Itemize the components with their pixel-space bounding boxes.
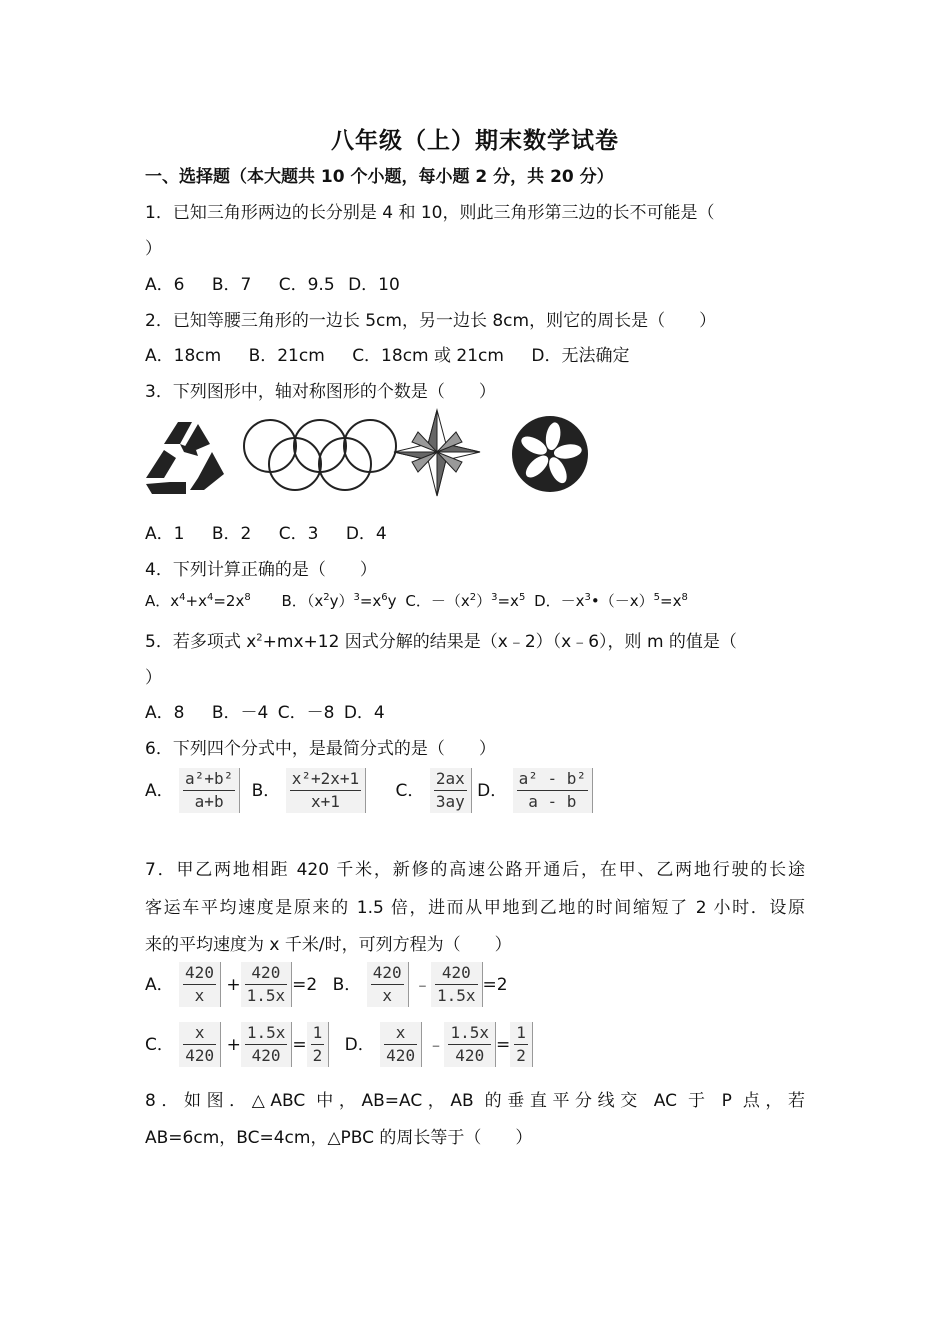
fraction: $\frac{1}{2}$ [510,1022,533,1067]
question-5-options [145,698,407,723]
option-a: A．18cm [145,346,222,366]
fraction: $\frac{\text{a²+b²}}{a+b}$ [179,768,240,813]
compass-star-figure [394,410,480,496]
option-a: A．1 [145,524,185,544]
fraction: $\frac{420}{1.5x}$ [241,962,293,1007]
option-b: B．2 [211,524,252,544]
question-8-line-2: AB=6cm，BC=4cm，△PBC 的周长等于（ ） [145,1128,533,1148]
option-d: D． $\frac{\text{a² - b²}}{a - b}$ [477,781,593,801]
question-4-options [145,590,688,611]
question-7-line-2: 客运车平均速度是原来的 1.5 倍，进而从甲地到乙地的时间缩短了 2 小时．设原 [145,898,805,918]
option-c: C．3 [278,524,319,544]
fraction: $\frac{2ax}{3ay}$ [430,768,472,813]
question-6: 6．下列四个分式中，是最简分式的是（ ） [145,739,496,759]
option-b: B． $\frac{\text{x²+2x+1}}{x+1}$ [252,781,372,801]
question-1-close: ） [145,239,162,259]
option-b: B．$(x^2y)^3=x^6y$ [281,592,397,610]
question-1: 1．已知三角形两边的长分别是 4 和 10，则此三角形第三边的长不可能是（ [145,203,715,223]
question-8-line-1: 8．如图．△ABC 中，AB=AC，AB 的垂直平分线交 AC 于 P 点，若 [145,1091,805,1111]
question-1-options [145,270,422,295]
option-a: A．6 [145,275,185,295]
question-2-options [145,341,651,366]
question-7-line-3: 来的平均速度为 x 千米/时，可列方程为（ ） [145,935,512,955]
question-7-options-row-1 [145,962,508,1007]
question-3-options [145,519,409,544]
question-5-close: ） [145,668,162,688]
bauhinia-figure [512,416,588,492]
option-d: D．$-x^3•(-x)^5=x^8$ [534,592,688,610]
section-heading: 一、选择题（本大题共 10 个小题，每小题 2 分，共 20 分） [145,167,614,187]
fraction: $\frac{x}{420}$ [179,1022,221,1067]
fraction: $\frac{420}{x}$ [367,962,409,1007]
option-a: A．8 [145,703,185,723]
option-c: C．18cm 或 21cm [352,346,504,366]
option-a: A． $\frac{\text{a²+b²}}{a+b}$ [145,781,246,801]
question-3: 3．下列图形中，轴对称图形的个数是（ ） [145,382,496,402]
option-d: D．4 [343,703,385,723]
fraction: $\frac{1}{2}$ [307,1022,330,1067]
fraction: $\frac{420}{1.5x}$ [431,962,483,1007]
fraction: $\frac{\text{x²+2x+1}}{x+1}$ [286,768,366,813]
option-b: B．21cm [248,346,325,366]
option-d: D． $\frac{x}{420}$ ﹣ $\frac{1.5x}{420}$ = $\frac{1}{2}$ [345,1035,533,1055]
fraction: $\frac{1.5x}{420}$ [241,1022,293,1067]
question-7-options-row-2 [145,1022,533,1067]
fraction: $\frac{x}{420}$ [380,1022,422,1067]
question-3-figures [140,408,600,500]
option-d: D．无法确定 [531,346,630,366]
option-a: A． $\frac{420}{x}$ + $\frac{420}{1.5x}$ =2 [145,963,318,1005]
option-b: B．7 [211,275,252,295]
option-b: B． $\frac{420}{x}$ ﹣ $\frac{420}{1.5x}$ =2 [332,963,508,1005]
fraction: $\frac{\text{a² - b²}}{a - b}$ [513,768,593,813]
option-c: C．－8 [277,703,335,723]
option-b: B．－4 [211,703,269,723]
option-c: C． $\frac{x}{420}$ + $\frac{1.5x}{420}$ = $\frac{1}{2}$ [145,1035,335,1055]
option-a: A．$x^4+x^4=2x^8$ [145,592,251,610]
question-7-line-1: 7．甲乙两地相距 420 千米，新修的高速公路开通后，在甲、乙两地行驶的长途 [145,860,805,880]
fraction: $\frac{1.5x}{420}$ [444,1022,496,1067]
question-5: 5．若多项式 $x^2+mx+12$ 因式分解的结果是（x﹣2）（x﹣6），则 m 的值是（ [145,632,737,652]
option-d: D．4 [345,524,387,544]
question-6-options [145,768,593,813]
option-d: D．10 [348,275,400,295]
option-c: C． $\frac{2ax}{3ay}$ [396,781,478,801]
fraction: $\frac{420}{x}$ [179,962,221,1007]
option-c: C．$-(x^2)^3=x^5$ [405,592,526,610]
page-title: 八年级（上）期末数学试卷 [331,128,619,154]
option-c: C．9.5 [278,275,335,295]
question-4: 4．下列计算正确的是（ ） [145,560,377,580]
five-rings-figure [244,420,396,490]
recycle-figure [146,422,224,494]
question-2: 2．已知等腰三角形的一边长 5cm，另一边长 8cm，则它的周长是（ ） [145,311,717,331]
